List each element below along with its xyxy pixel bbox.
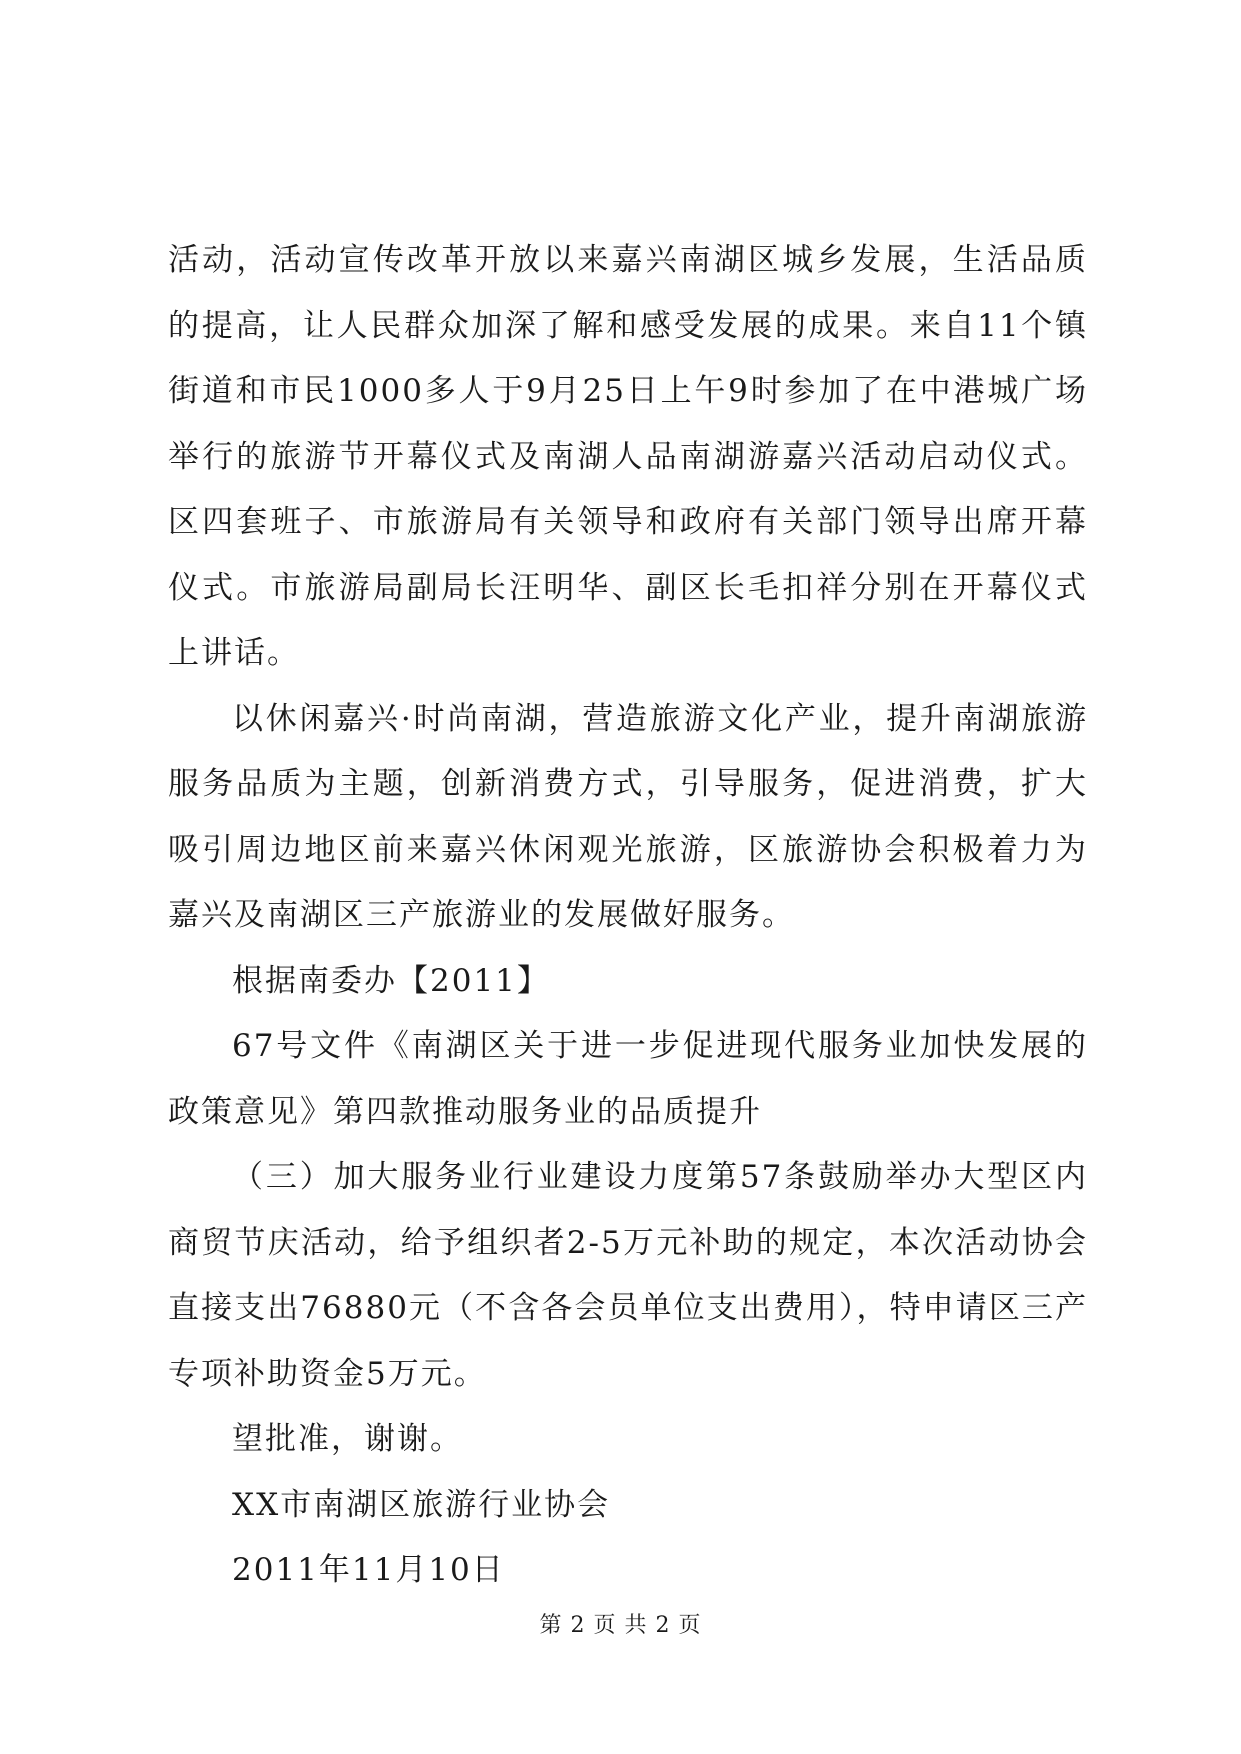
paragraph-closing: 望批准，谢谢。	[232, 1421, 463, 1457]
signature-date: 2011年11月10日	[232, 1552, 505, 1588]
document-body	[168, 228, 1088, 1604]
signature-organization: XX市南湖区旅游行业协会	[232, 1486, 611, 1523]
paragraph-theme: 以休闲嘉兴·时尚南湖，营造旅游文化产业，提升南湖旅游服务品质为主题，创新消费方式，引导服务，促进消费，扩大吸引周边地区前来嘉兴休闲观光旅游，区旅游协会积极着力为嘉兴及南湖区三产旅游业的发展做好服务。	[168, 700, 1088, 933]
paragraph-basis: 根据南委办【2011】	[232, 962, 550, 999]
paragraph-activity-report: 活动，活动宣传改革开放以来嘉兴南湖区城乡发展，生活品质的提高，让人民群众加深了解和感受发展的成果。来自11个镇街道和市民1000多人于9月25日上午9时参加了在中港城广场举行的旅游节开幕仪式及南湖人品南湖游嘉兴活动启动仪式。区四套班子、市旅游局有关领导和政府有关部门领导出席开幕仪式。市旅游局副局长汪明华、副区长毛扣祥分别在开幕仪式上讲话。	[168, 242, 1088, 671]
paragraph-subsidy-request: （三）加大服务业行业建设力度第57条鼓励举办大型区内商贸节庆活动，给予组织者2-5万元补助的规定，本次活动协会直接支出76880元（不含各会员单位支出费用），特申请区三产专项补助资金5万元。	[168, 1159, 1088, 1392]
page-number-footer: 第 2 页 共 2 页	[539, 1613, 702, 1638]
paragraph-policy-document: 67号文件《南湖区关于进一步促进现代服务业加快发展的政策意见》第四款推动服务业的品质提升	[168, 1028, 1088, 1130]
